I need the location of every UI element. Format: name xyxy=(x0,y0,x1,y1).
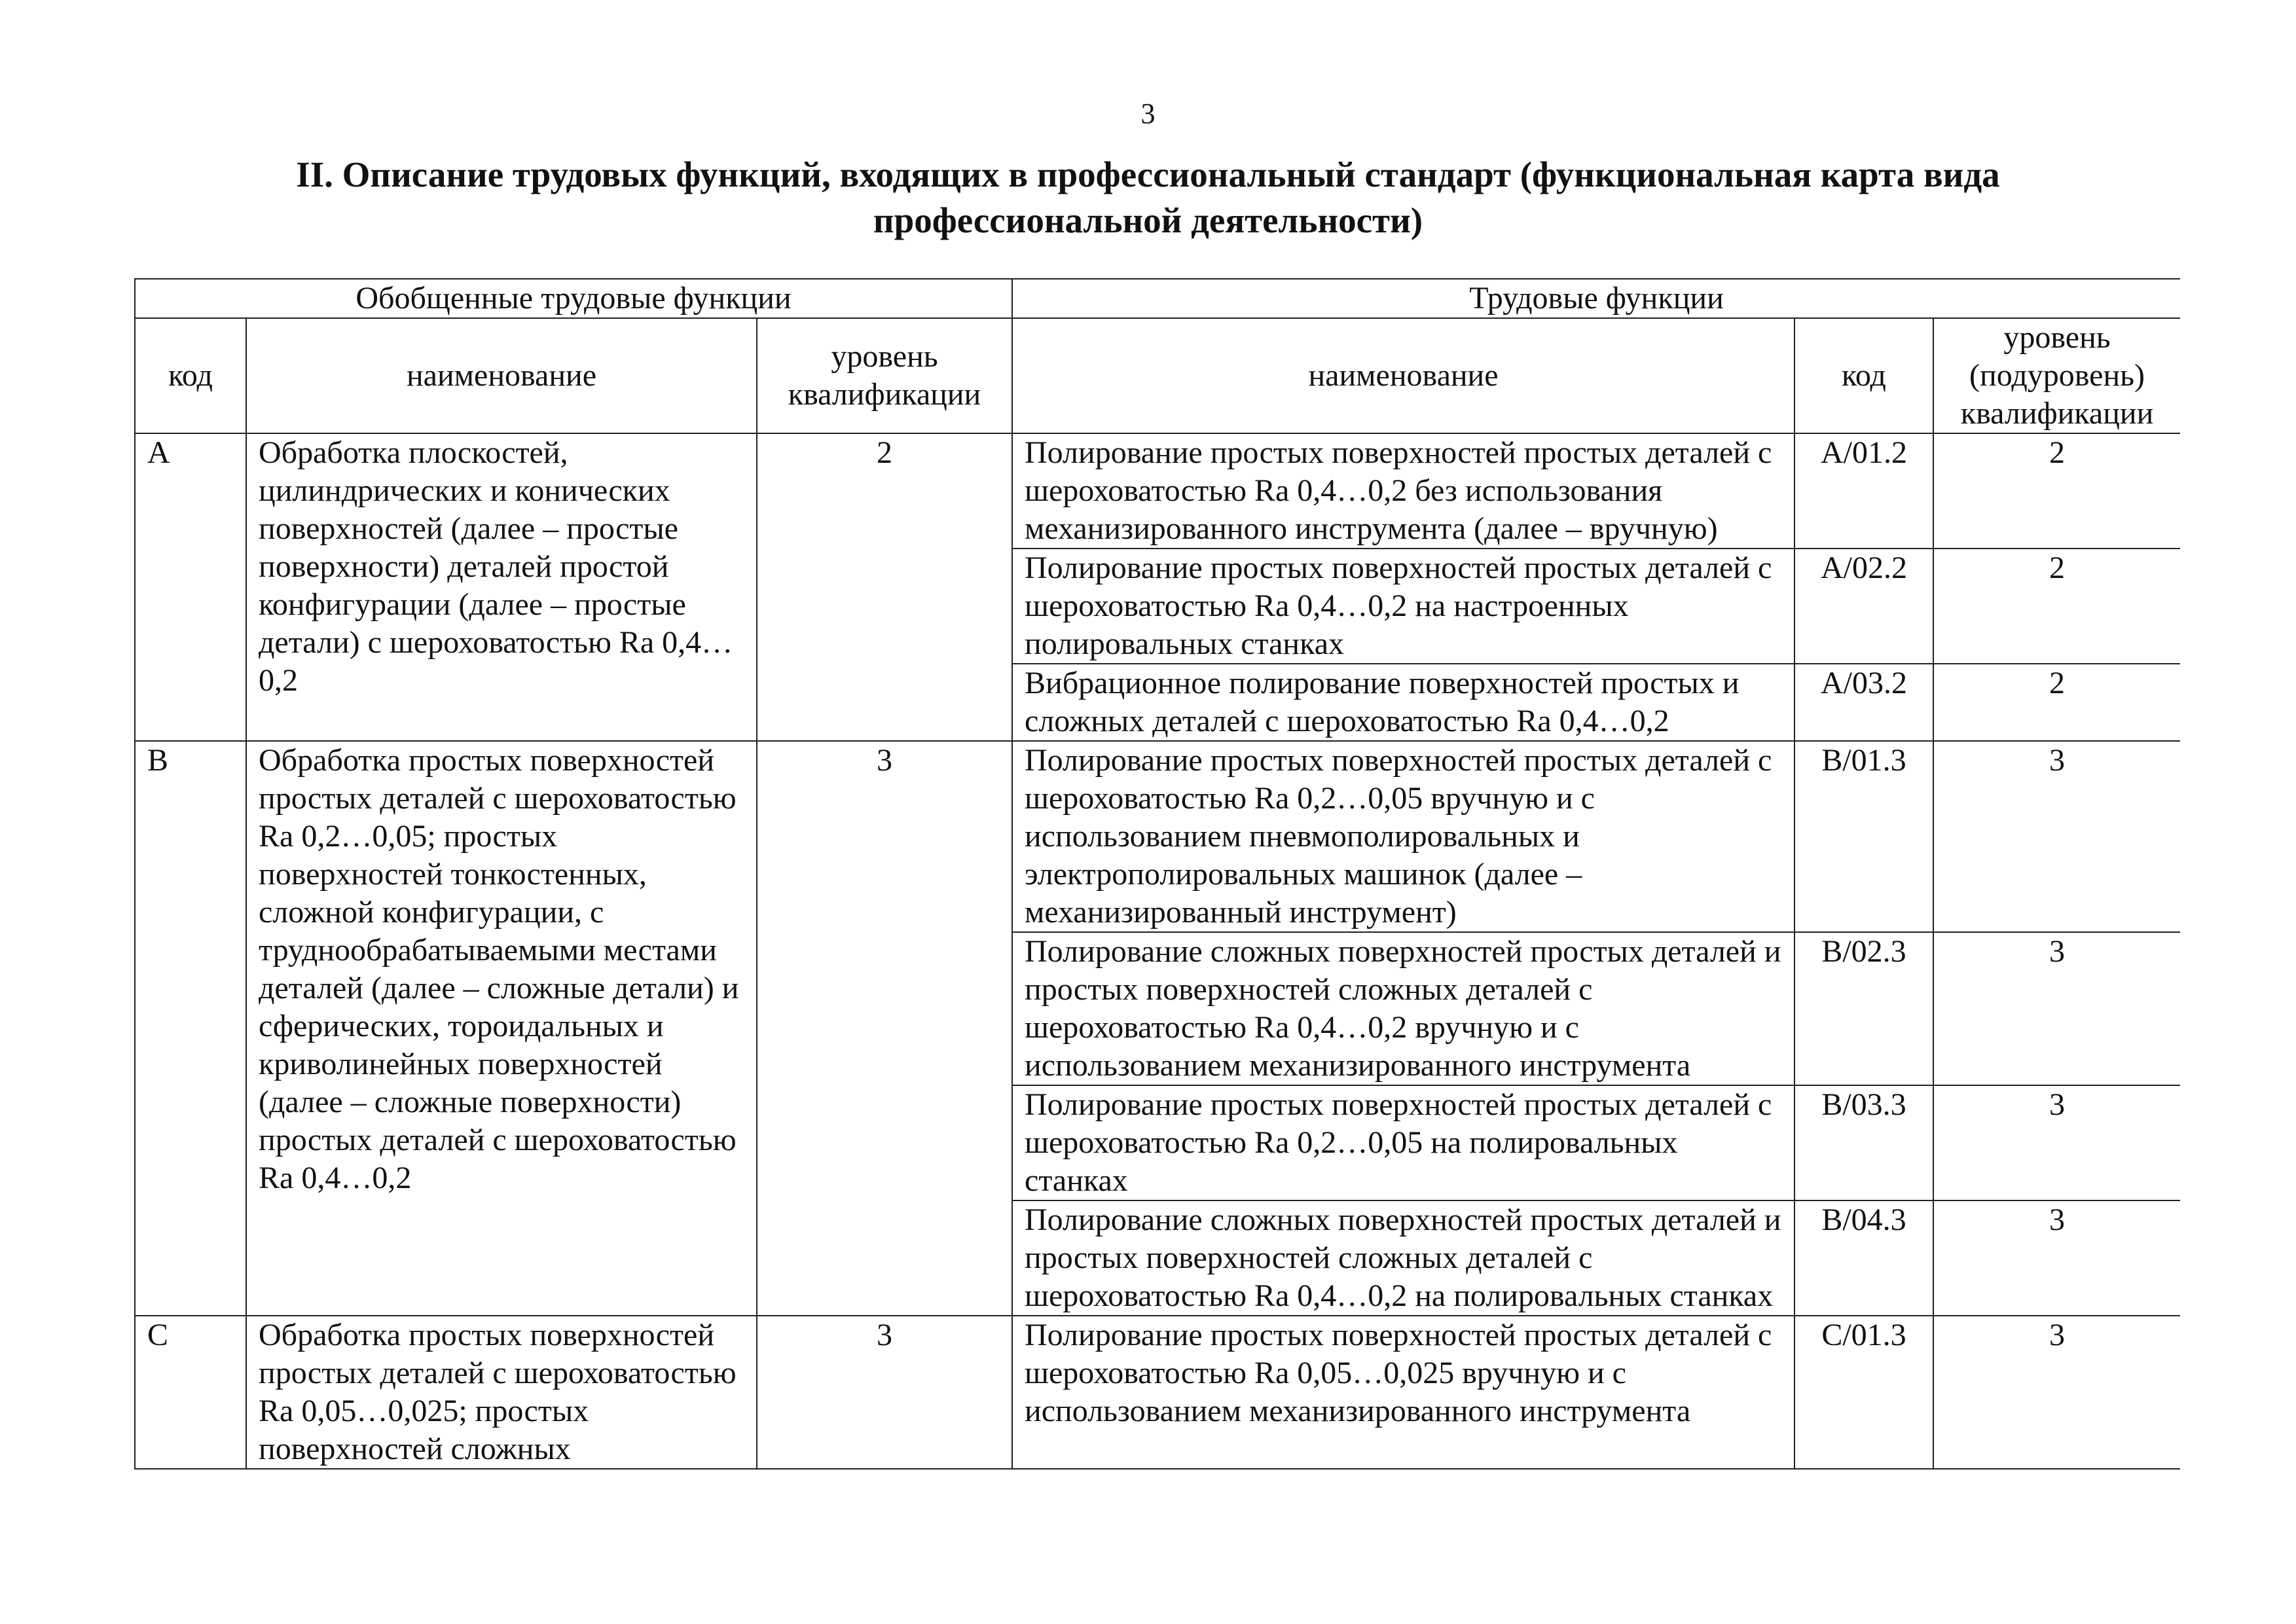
function-name: Вибрационное полирование поверхностей простых и сложных деталей с шероховатостью Ra 0,4…0,2 xyxy=(1012,664,1795,741)
group-level: 3 xyxy=(757,1316,1012,1469)
group-name: Обработка простых поверхностей простых деталей с шероховатостью Ra 0,2…0,05; простых поверхностей тонкостенных, сложной конфигурации, с труднообрабатываемыми местами деталей (далее – сложные детали) и сферических, тороидальных и криволинейных поверхностей (далее – сложные поверхности) простых деталей с шероховатостью Ra 0,4…0,2 xyxy=(246,741,757,1316)
function-code: B/04.3 xyxy=(1795,1200,1933,1316)
function-code: B/03.3 xyxy=(1795,1085,1933,1200)
labor-functions-header: Трудовые функции xyxy=(1012,279,2180,318)
function-code: B/01.3 xyxy=(1795,741,1933,932)
header-func-name: наименование xyxy=(1012,318,1795,433)
group-code: B xyxy=(135,741,246,1316)
group-name: Обработка плоскостей, цилиндрических и конических поверхностей (далее – простые поверхности) деталей простой конфигурации (далее – простые детали) с шероховатостью Ra 0,4…0,2 xyxy=(246,433,757,741)
function-name: Полирование простых поверхностей простых деталей с шероховатостью Ra 0,2…0,05 вручную и с использованием пневмополировальных и электрополировальных машинок (далее – механизированный инструмент) xyxy=(1012,741,1795,932)
function-name: Полирование простых поверхностей простых деталей с шероховатостью Ra 0,4…0,2 на настроенных полировальных станках xyxy=(1012,549,1795,664)
function-code: A/02.2 xyxy=(1795,549,1933,664)
function-code: C/01.3 xyxy=(1795,1316,1933,1469)
header-gen-level: уровень квалификации xyxy=(757,318,1012,433)
table-row xyxy=(135,1316,2180,1469)
group-header-row xyxy=(135,279,2180,318)
function-level: 3 xyxy=(1933,1316,2180,1469)
function-name: Полирование простых поверхностей простых деталей с шероховатостью Ra 0,05…0,025 вручную и с использованием механизированного инструмента xyxy=(1012,1316,1795,1469)
function-code: A/01.2 xyxy=(1795,433,1933,549)
table-row xyxy=(135,433,2180,549)
function-name: Полирование простых поверхностей простых деталей с шероховатостью Ra 0,2…0,05 на полировальных станках xyxy=(1012,1085,1795,1200)
function-level: 3 xyxy=(1933,1200,2180,1316)
function-name: Полирование сложных поверхностей простых деталей и простых поверхностей сложных деталей с шероховатостью Ra 0,4…0,2 на полировальных станках xyxy=(1012,1200,1795,1316)
function-level: 3 xyxy=(1933,1085,2180,1200)
table-row xyxy=(135,741,2180,932)
table-container xyxy=(134,278,2180,1543)
column-header-row xyxy=(135,318,2180,433)
page-number: 3 xyxy=(1140,98,1156,130)
header-func-code: код xyxy=(1795,318,1933,433)
function-name: Полирование сложных поверхностей простых деталей и простых поверхностей сложных деталей с шероховатостью Ra 0,4…0,2 вручную и с использованием механизированного инструмента xyxy=(1012,932,1795,1085)
generalized-functions-header: Обобщенные трудовые функции xyxy=(135,279,1012,318)
group-level: 3 xyxy=(757,741,1012,1316)
functional-map-table xyxy=(134,278,2180,1470)
section-title: II. Описание трудовых функций, входящих в профессиональный стандарт (функциональная карта вида профессиональной деятельности) xyxy=(296,154,2000,240)
header-func-level: уровень (подуровень) квалификации xyxy=(1933,318,2180,433)
function-level: 3 xyxy=(1933,741,2180,932)
function-level: 3 xyxy=(1933,932,2180,1085)
group-code: C xyxy=(135,1316,246,1469)
header-gen-name: наименование xyxy=(246,318,757,433)
function-name: Полирование простых поверхностей простых деталей с шероховатостью Ra 0,4…0,2 без использования механизированного инструмента (далее – вручную) xyxy=(1012,433,1795,549)
function-level: 2 xyxy=(1933,664,2180,741)
group-name: Обработка простых поверхностей простых деталей с шероховатостью Ra 0,05…0,025; простых поверхностей сложных xyxy=(246,1316,757,1469)
group-code: A xyxy=(135,433,246,741)
header-gen-code: код xyxy=(135,318,246,433)
function-code: B/02.3 xyxy=(1795,932,1933,1085)
function-level: 2 xyxy=(1933,549,2180,664)
function-level: 2 xyxy=(1933,433,2180,549)
function-code: A/03.2 xyxy=(1795,664,1933,741)
group-level: 2 xyxy=(757,433,1012,741)
